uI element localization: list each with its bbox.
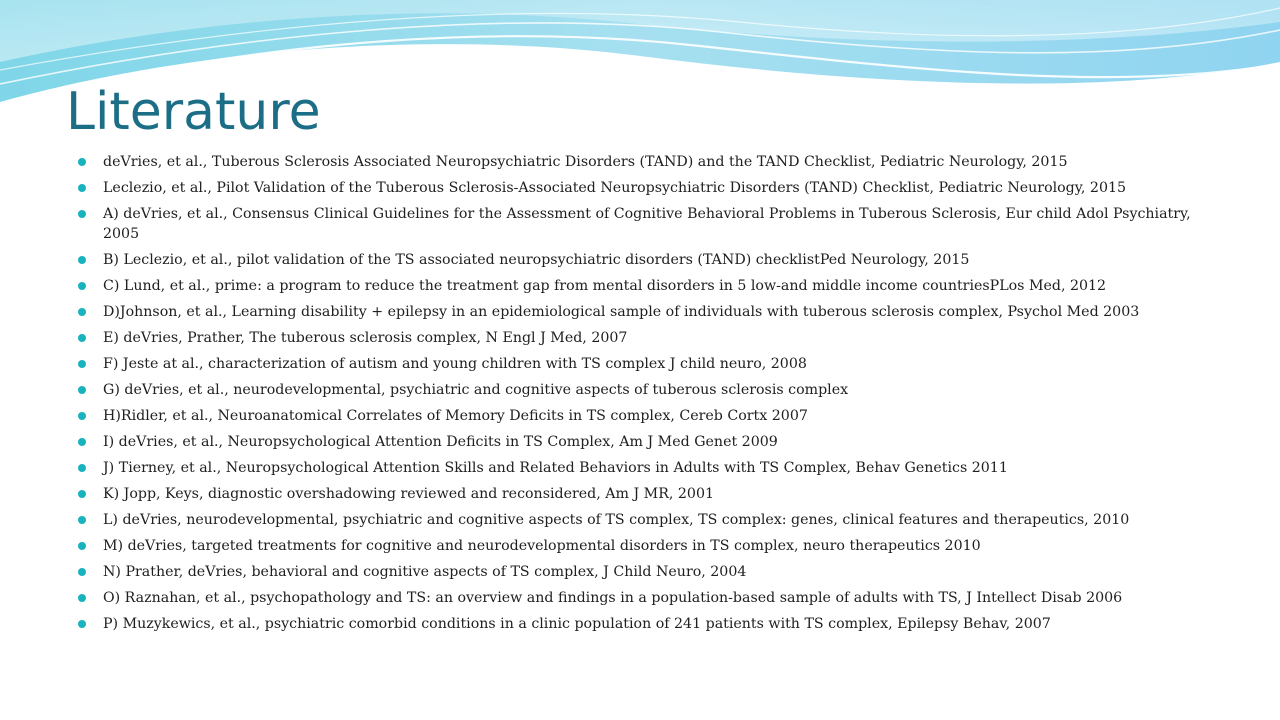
bullet-icon [78,210,86,218]
reference-list [78,152,1218,640]
list-item [78,536,1218,556]
reference-text: E) deVries, Prather, The tuberous sclerosis complex, N Engl J Med, 2007 [103,330,628,346]
list-item [78,152,1218,172]
list-item [78,406,1218,426]
list-item [78,354,1218,374]
bullet-icon [78,490,86,498]
reference-text: O) Raznahan, et al., psychopathology and TS: an overview and findings in a population-based sample of adults with TS, J Intellect Disab 2006 [103,590,1123,606]
reference-text: Leclezio, et al., Pilot Validation of the Tuberous Sclerosis-Associated Neuropsychiatric Disorders (TAND) Checklist, Pediatric Neurology, 2015 [103,180,1127,196]
reference-text: G) deVries, et al., neurodevelopmental, psychiatric and cognitive aspects of tuberous sclerosis complex [103,382,849,398]
bullet-icon [78,184,86,192]
list-item [78,562,1218,582]
reference-text: L) deVries, neurodevelopmental, psychiatric and cognitive aspects of TS complex, TS complex: genes, clinical features and therapeutics, 2010 [103,512,1130,528]
reference-text: D)Johnson, et al., Learning disability + epilepsy in an epidemiological sample of individuals with tuberous sclerosis complex, Psychol Med 2003 [103,304,1140,320]
list-item [78,250,1218,270]
reference-text: F) Jeste at al., characterization of autism and young children with TS complex J child neuro, 2008 [103,356,807,372]
list-item [78,510,1218,530]
reference-text: H)Ridler, et al., Neuroanatomical Correlates of Memory Deficits in TS complex, Cereb Cortx 2007 [103,408,808,424]
list-item [78,432,1218,452]
reference-text: B) Leclezio, et al., pilot validation of the TS associated neuropsychiatric disorders (TAND) checklistPed Neurology, 2015 [103,252,970,268]
list-item [78,614,1218,634]
reference-text: J) Tierney, et al., Neuropsychological Attention Skills and Related Behaviors in Adults with TS Complex, Behav Genetics 2011 [103,460,1008,476]
reference-text: P) Muzykewics, et al., psychiatric comorbid conditions in a clinic population of 241 patients with TS complex, Epilepsy Behav, 2007 [103,616,1051,632]
reference-text: N) Prather, deVries, behavioral and cognitive aspects of TS complex, J Child Neuro, 2004 [103,564,747,580]
list-item [78,302,1218,322]
bullet-icon [78,360,86,368]
bullet-icon [78,158,86,166]
bullet-icon [78,308,86,316]
list-item [78,178,1218,198]
list-item [78,484,1218,504]
list-item [78,328,1218,348]
bullet-icon [78,386,86,394]
list-item [78,458,1218,478]
reference-text: A) deVries, et al., Consensus Clinical Guidelines for the Assessment of Cognitive Behavioral Problems in Tuberous Sclerosis, Eur child Adol Psychiatry, 2005 [103,206,1191,242]
bullet-icon [78,594,86,602]
bullet-icon [78,438,86,446]
list-item [78,380,1218,400]
bullet-icon [78,256,86,264]
reference-text: M) deVries, targeted treatments for cognitive and neurodevelopmental disorders in TS complex, neuro therapeutics 2010 [103,538,981,554]
list-item [78,276,1218,296]
reference-text: C) Lund, et al., prime: a program to reduce the treatment gap from mental disorders in 5 low-and middle income countriesPLos Med, 2012 [103,278,1107,294]
bullet-icon [78,620,86,628]
reference-text: K) Jopp, Keys, diagnostic overshadowing reviewed and reconsidered, Am J MR, 2001 [103,486,715,502]
bullet-icon [78,542,86,550]
bullet-icon [78,516,86,524]
bullet-icon [78,282,86,290]
bullet-icon [78,464,86,472]
bullet-icon [78,568,86,576]
list-item [78,588,1218,608]
reference-text: deVries, et al., Tuberous Sclerosis Associated Neuropsychiatric Disorders (TAND) and the TAND Checklist, Pediatric Neurology, 2015 [103,154,1068,170]
reference-text: I) deVries, et al., Neuropsychological Attention Deficits in TS Complex, Am J Med Genet 2009 [103,434,778,450]
slide-title: Literature [66,82,321,142]
bullet-icon [78,412,86,420]
bullet-icon [78,334,86,342]
list-item [78,204,1218,244]
